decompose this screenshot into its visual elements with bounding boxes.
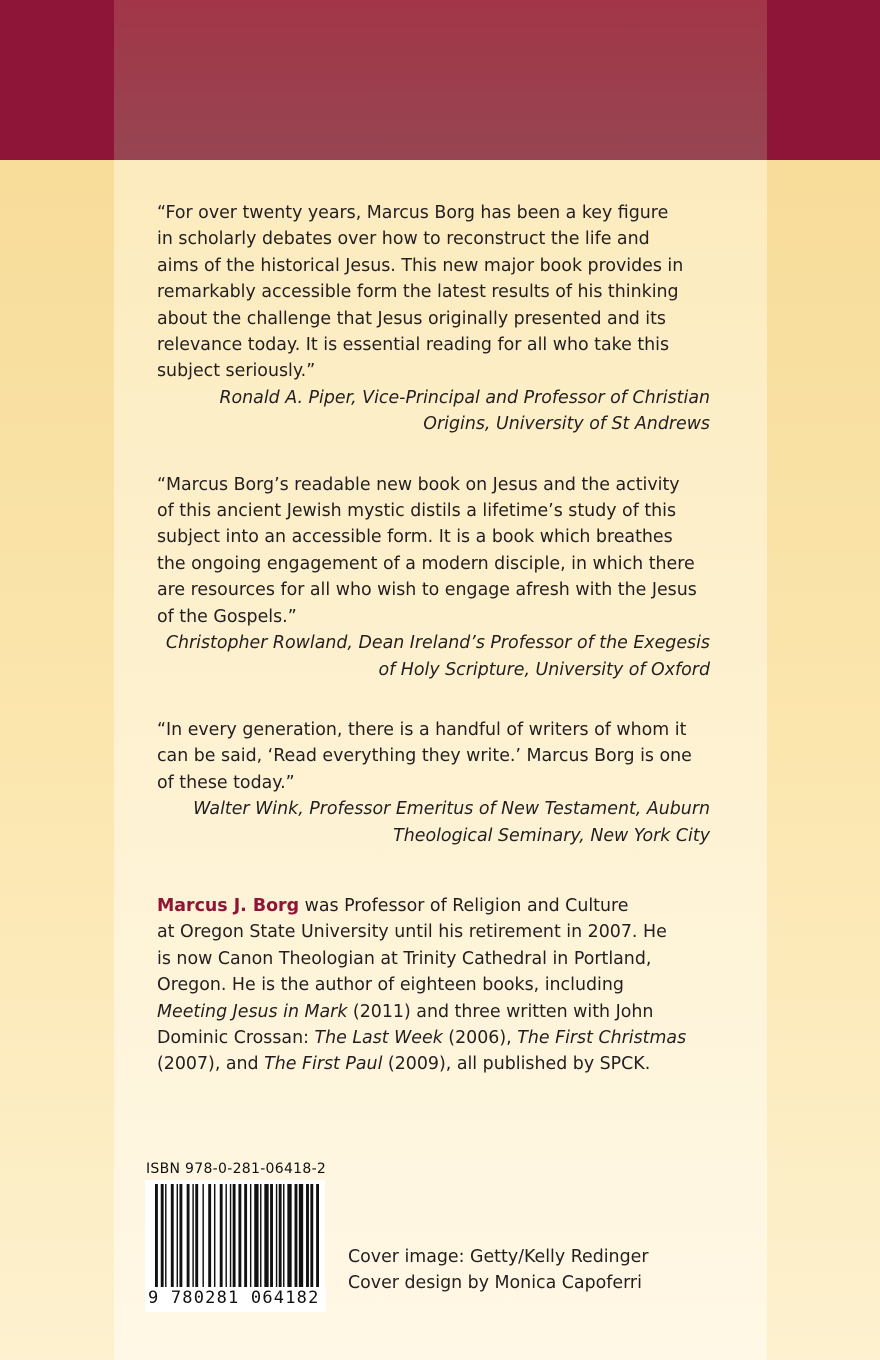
barcode-bar [316,1184,319,1288]
barcode-bar [161,1184,164,1288]
barcode-bar [233,1184,236,1288]
barcode-bar [299,1184,303,1288]
barcode-bar [171,1184,174,1288]
barcode-bar [195,1184,198,1288]
barcode-bar [230,1184,231,1288]
barcode-bar [283,1184,284,1288]
cover-design-credit: Cover design by Monica Capoferri [348,1273,642,1293]
quote-text: “In every generation, there is a handful of writers of whom it can be said, ‘Read everything they write.’ Marcus Borg is one of these today.” [157,719,692,793]
right-margin [767,0,880,1360]
barcode-bar [254,1184,258,1288]
barcode-bar [287,1184,291,1288]
barcode-bar [187,1184,190,1288]
barcode-bar [238,1184,241,1288]
barcode-bar [295,1184,298,1288]
quote-attribution: Ronald A. Piper, Vice-Principal and Professor of Christian Origins, University of St Andrews [219,387,710,435]
barcode-bar [310,1184,313,1288]
back-cover-text [157,200,717,1078]
barcode-bar [179,1184,182,1288]
barcode-bar [155,1184,158,1288]
barcode-bar [202,1184,203,1288]
barcode-bar [165,1184,166,1288]
quote-attribution: Christopher Rowland, Dean Ireland’s Professor of the Exegesis of Holy Scripture, University of Oxford [165,633,710,680]
book-title: Meeting Jesus in Mark [157,1001,348,1022]
barcode-digits: 9 780281 064182 [148,1287,326,1309]
isbn-label: ISBN 978-0-281-06418-2 [146,1161,327,1177]
barcode-bar [306,1184,309,1288]
barcode-bar [270,1184,273,1288]
quote-attribution: Walter Wink, Professor Emeritus of New Testament, Auburn Theological Seminary, New York City [193,799,710,846]
barcode-bar [260,1184,261,1288]
top-band-center [114,0,767,160]
barcode-bar [177,1184,178,1288]
quote-text: “For over twenty years, Marcus Borg has been a key figure in scholarly debates over how to reconstruct the life and aims of the historical Jesus. This new major book provides in remarkably accessible form the latest results of his thinking about the challenge that Jesus originally presented and its relevance today. It is essential reading for all who take this subject seriously.” [157,203,684,382]
endorsement-quote-1 [157,200,717,438]
cover-credits [348,1244,728,1296]
barcode-bar [250,1184,251,1288]
barcode-bar [220,1184,223,1288]
quote-text: “Marcus Borg’s readable new book on Jesus and the activity of this ancient Jewish mystic distils a lifetime’s study of this subject into an accessible form. It is a book which breathes the ongoing engagement of a modern disciple, in which there are resources for all who wish to engage afresh with the Jesus of the Gospels.” [157,474,697,627]
barcode-bar [264,1184,268,1288]
cover-image-credit: Cover image: Getty/Kelly Redinger [348,1247,649,1267]
barcode-bar [225,1184,226,1288]
endorsement-quote-3 [157,717,717,849]
endorsement-quote-2 [157,472,717,683]
barcode-bar [244,1184,247,1288]
book-title: The Last Week [314,1027,443,1048]
author-name: Marcus J. Borg [157,895,300,916]
book-title: The First Paul [264,1054,383,1075]
left-margin [0,0,114,1360]
barcode-bar [208,1184,211,1288]
top-band-left [0,0,114,160]
author-bio: Marcus J. Borg was Professor of Religion and Culture at Oregon State University until his retirement in 2007. He is now Canon Theologian at Trinity Cathedral in Portland, Oregon. He is the author of eighteen books, including Meeting Jesus in Mark (2011) and three written with John Dominic Crossan: The Last Week (2006), The First Christmas (2007), and The First Paul (2009), all published by SPCK. [157,895,687,1075]
barcode-bar [192,1184,193,1288]
barcode-bar [279,1184,282,1288]
top-band-right [767,0,880,160]
barcode-bar [276,1184,277,1288]
barcode-bar [214,1184,215,1288]
book-title: The First Christmas [517,1027,687,1048]
